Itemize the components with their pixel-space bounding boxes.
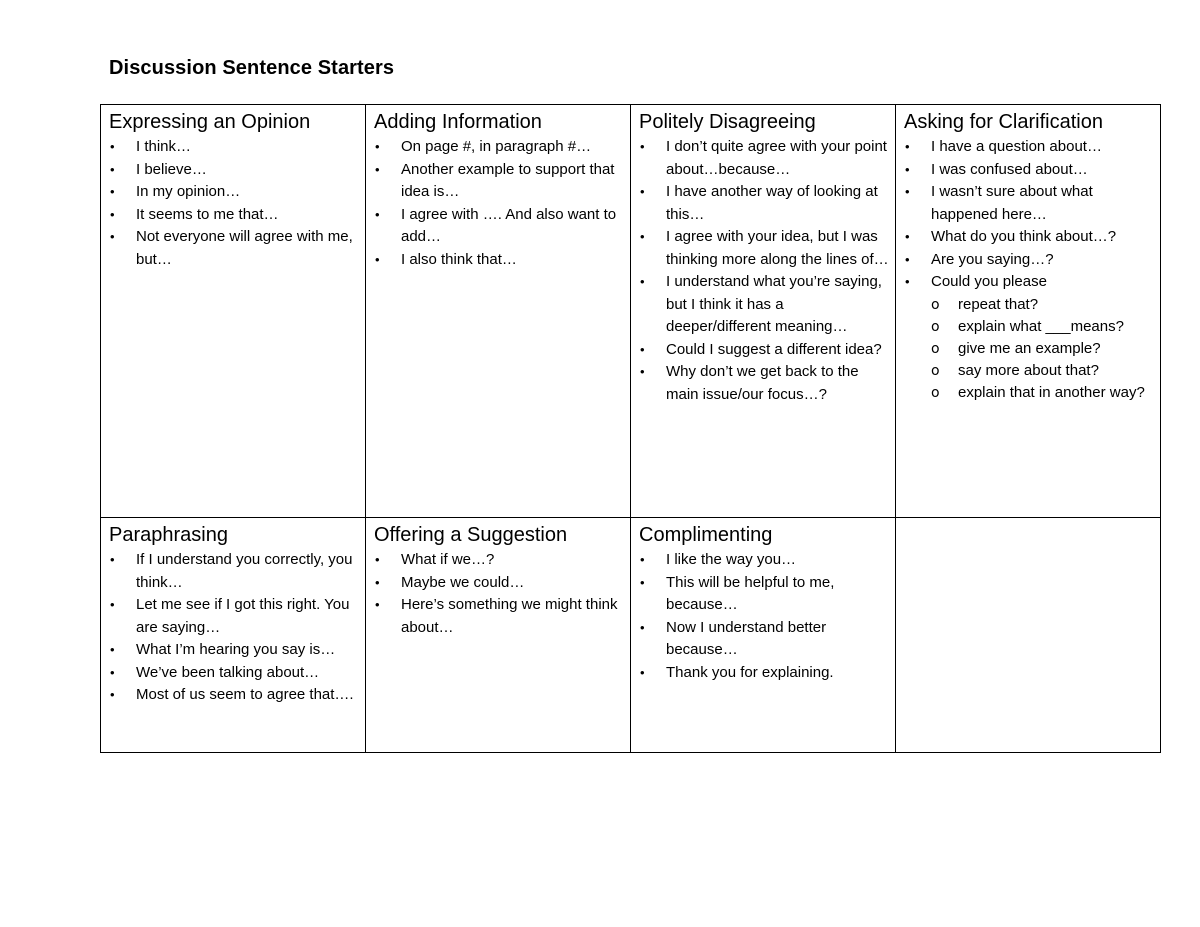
list-item — [374, 204, 624, 249]
sub-list-item — [904, 382, 1154, 404]
list-item — [639, 271, 889, 339]
bullet-icon: • — [110, 552, 115, 567]
list-item-text: Could I suggest a different idea? — [666, 340, 882, 358]
cell-heading: Adding Information — [374, 111, 542, 133]
bullet-icon: • — [375, 161, 380, 177]
sub-list-item-text: say more about that? — [958, 361, 1099, 379]
table-row — [101, 518, 1161, 753]
cell-heading: Complimenting — [639, 524, 773, 546]
list-item — [109, 159, 359, 182]
list-item — [639, 572, 889, 617]
circle-bullet-icon: o — [931, 362, 940, 379]
list-item — [109, 181, 359, 204]
clarification-sublist — [904, 294, 1154, 404]
list-item-text: I also think that… — [401, 250, 517, 268]
list-item — [639, 136, 889, 181]
cell-heading: Asking for Clarification — [904, 111, 1103, 133]
list-item-text: On page #, in paragraph #… — [401, 138, 592, 155]
table-row — [101, 105, 1161, 518]
sub-list-item-text: give me an example? — [958, 339, 1101, 357]
list-item — [639, 226, 889, 271]
bullet-icon: • — [640, 341, 645, 357]
list-item — [374, 249, 624, 272]
list-item-text: Now I understand better because… — [666, 618, 827, 658]
list-item-text: I like the way you… — [666, 551, 797, 568]
list-item-text: I believe… — [136, 160, 207, 178]
list-item — [374, 572, 624, 595]
list-item — [904, 271, 1154, 294]
starter-list — [109, 136, 359, 271]
cell-paraphrasing — [101, 518, 366, 753]
bullet-icon: • — [905, 184, 910, 199]
sub-list-item — [904, 294, 1154, 316]
list-item-text: This will be helpful to me, because… — [666, 573, 835, 613]
sub-list-item-text: explain that in another way? — [958, 383, 1145, 401]
starter-list — [374, 549, 624, 639]
list-item — [109, 549, 359, 594]
list-item — [904, 226, 1154, 249]
list-item-text: Maybe we could… — [401, 573, 525, 591]
list-item-text: I have a question about… — [931, 138, 1102, 155]
bullet-icon: • — [640, 574, 645, 590]
bullet-icon: • — [640, 664, 645, 680]
list-item — [374, 549, 624, 572]
list-item — [639, 549, 889, 572]
list-item-text: I wasn’t sure about what happened here… — [931, 183, 1093, 223]
list-item — [109, 594, 359, 639]
list-item — [639, 339, 889, 362]
list-item-text: I was confused about… — [931, 160, 1088, 178]
cell-empty — [896, 518, 1161, 753]
starter-list — [904, 136, 1154, 294]
list-item — [109, 639, 359, 662]
starter-list — [639, 549, 889, 684]
list-item-text: If I understand you correctly, you think… — [136, 551, 353, 591]
list-item-text: I don’t quite agree with your point about…because… — [666, 138, 887, 178]
list-item-text: Another example to support that idea is… — [401, 160, 615, 200]
bullet-icon: • — [110, 664, 115, 680]
circle-bullet-icon: o — [931, 384, 940, 401]
list-item-text: We’ve been talking about… — [136, 663, 320, 681]
bullet-icon: • — [110, 229, 115, 244]
sentence-starters-table — [100, 104, 1161, 753]
cell-asking-for-clarification — [896, 105, 1161, 518]
circle-bullet-icon: o — [931, 296, 940, 313]
cell-politely-disagreeing — [631, 105, 896, 518]
bullet-icon: • — [905, 161, 910, 177]
list-item-text: I understand what you’re saying, but I think it has a deeper/different meaning… — [666, 273, 882, 335]
bullet-icon: • — [640, 139, 645, 154]
list-item — [109, 204, 359, 227]
bullet-icon: • — [375, 574, 380, 590]
cell-offering-a-suggestion — [366, 518, 631, 753]
page-title: Discussion Sentence Starters — [109, 57, 395, 79]
cell-heading: Offering a Suggestion — [374, 524, 568, 546]
bullet-icon: • — [110, 642, 115, 657]
bullet-icon: • — [110, 597, 115, 612]
list-item-text: It seems to me that… — [136, 205, 279, 223]
list-item — [109, 226, 359, 271]
list-item-text: Most of us seem to agree that…. — [136, 686, 354, 703]
list-item-text: Let me see if I got this right. You are saying… — [136, 596, 350, 636]
list-item — [109, 136, 359, 159]
list-item — [639, 662, 889, 685]
bullet-icon: • — [640, 229, 645, 244]
cell-heading: Paraphrasing — [109, 524, 228, 546]
bullet-icon: • — [375, 251, 380, 267]
list-item — [639, 617, 889, 662]
starter-list — [109, 549, 359, 707]
list-item-text: Thank you for explaining. — [666, 663, 834, 681]
starter-list — [639, 136, 889, 406]
cell-heading: Expressing an Opinion — [109, 111, 311, 133]
list-item — [374, 594, 624, 639]
sub-list-item — [904, 338, 1154, 360]
bullet-icon: • — [905, 274, 910, 289]
list-item — [904, 249, 1154, 272]
list-item-text: Here’s something we might think about… — [401, 596, 618, 636]
cell-complimenting — [631, 518, 896, 753]
list-item — [904, 181, 1154, 226]
bullet-icon: • — [375, 139, 380, 154]
bullet-icon: • — [110, 184, 115, 199]
bullet-icon: • — [110, 161, 115, 177]
list-item — [904, 159, 1154, 182]
list-item-text: I think… — [136, 138, 192, 155]
bullet-icon: • — [640, 274, 645, 289]
list-item-text: What do you think about…? — [931, 228, 1117, 245]
sub-list-item-text: repeat that? — [958, 295, 1039, 313]
list-item — [374, 136, 624, 159]
list-item-text: In my opinion… — [136, 183, 241, 200]
cell-expressing-an-opinion — [101, 105, 366, 518]
bullet-icon: • — [375, 206, 380, 222]
list-item-text: I have another way of looking at this… — [666, 183, 878, 223]
list-item-text: Not everyone will agree with me, but… — [136, 228, 353, 268]
sub-list-item-text: explain what ___means? — [958, 317, 1124, 335]
cell-heading: Politely Disagreeing — [639, 111, 816, 133]
cell-adding-information — [366, 105, 631, 518]
bullet-icon: • — [640, 184, 645, 199]
list-item-text: I agree with your idea, but I was thinking more along the lines of… — [666, 228, 889, 268]
list-item — [109, 662, 359, 685]
bullet-icon: • — [110, 687, 115, 702]
list-item — [374, 159, 624, 204]
list-item — [639, 181, 889, 226]
bullet-icon: • — [640, 552, 645, 567]
bullet-icon: • — [640, 364, 645, 379]
list-item-text: Why don’t we get back to the main issue/our focus…? — [666, 363, 859, 403]
list-item-text: What I’m hearing you say is… — [136, 641, 336, 658]
list-item-text: I agree with …. And also want to add… — [401, 205, 617, 245]
bullet-icon: • — [375, 552, 380, 567]
bullet-icon: • — [905, 139, 910, 154]
bullet-icon: • — [640, 619, 645, 635]
list-item-text: What if we…? — [401, 551, 495, 568]
circle-bullet-icon: o — [931, 318, 940, 335]
list-item-text: Are you saying…? — [931, 250, 1054, 268]
sub-list-item — [904, 360, 1154, 382]
list-item-text: Could you please — [931, 273, 1047, 290]
list-item — [639, 361, 889, 406]
list-item — [109, 684, 359, 707]
bullet-icon: • — [375, 597, 380, 612]
sub-list-item — [904, 316, 1154, 338]
bullet-icon: • — [110, 206, 115, 222]
circle-bullet-icon: o — [931, 340, 940, 357]
starter-list — [374, 136, 624, 271]
list-item — [904, 136, 1154, 159]
bullet-icon: • — [905, 229, 910, 244]
bullet-icon: • — [110, 139, 115, 154]
bullet-icon: • — [905, 251, 910, 267]
